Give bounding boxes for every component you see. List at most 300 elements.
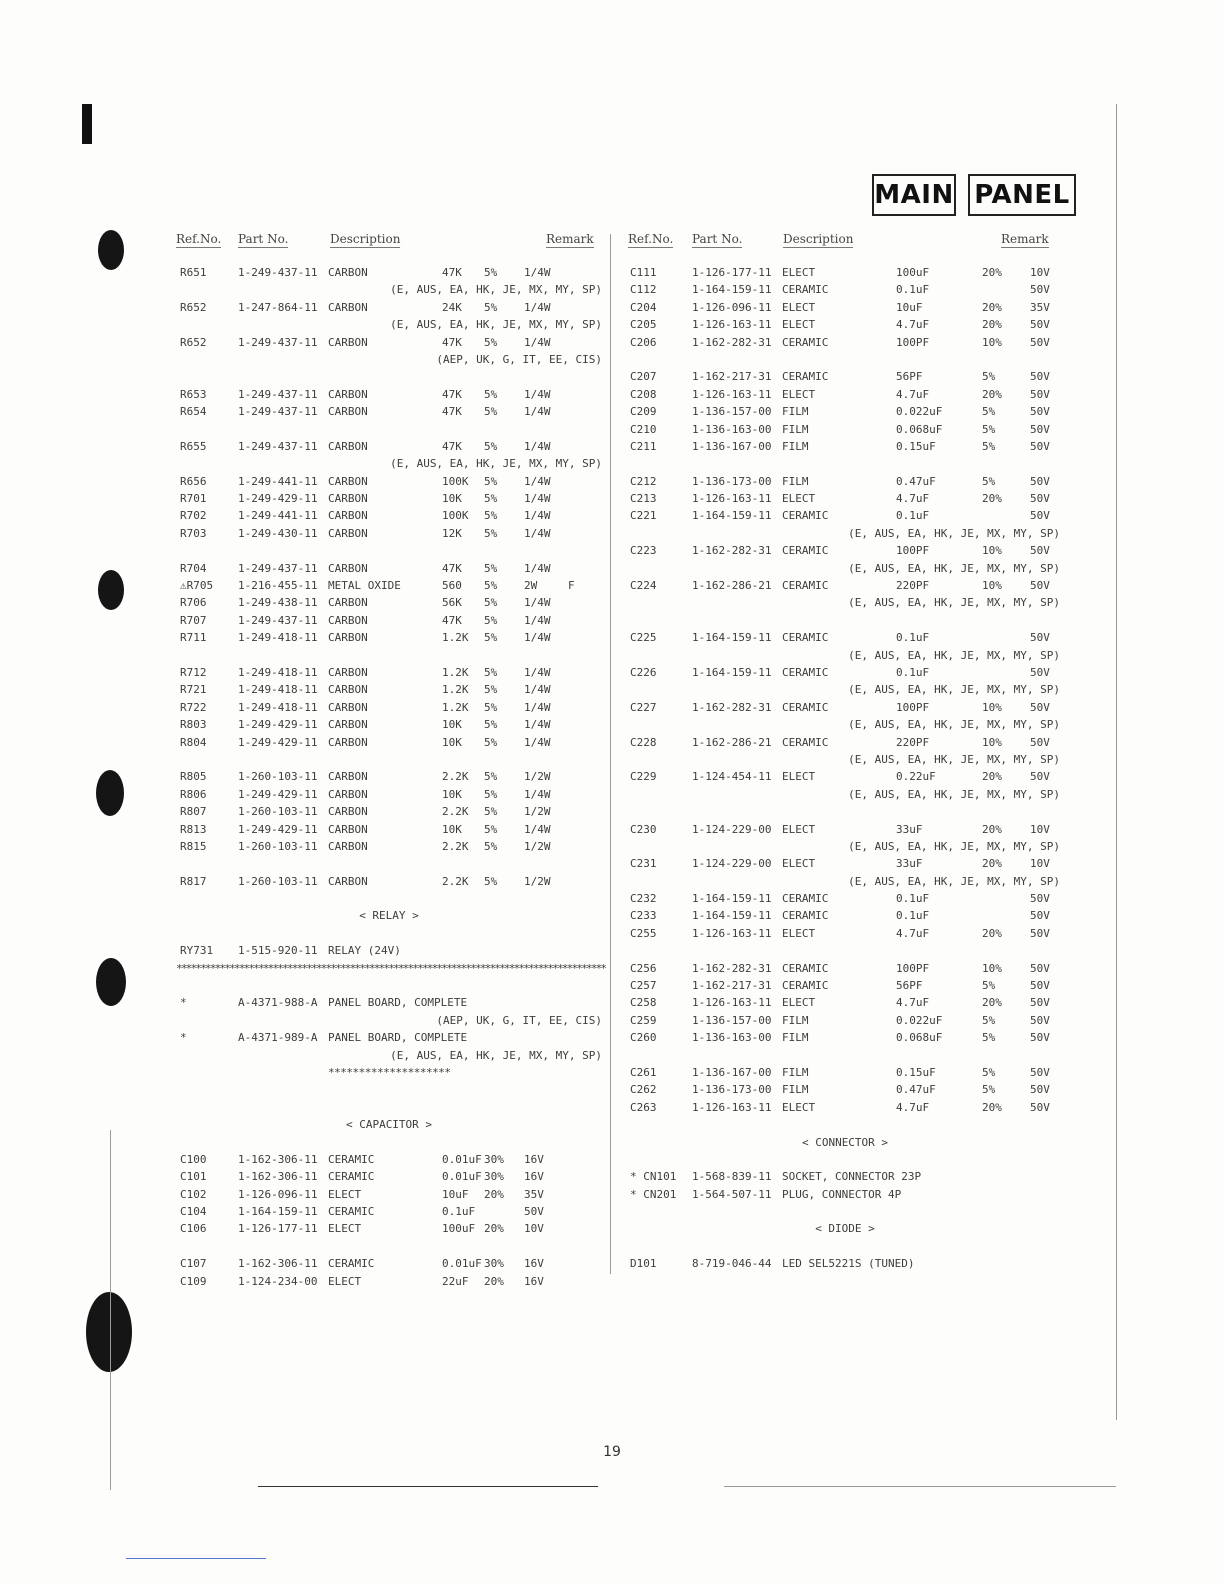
description: CERAMIC [782, 509, 829, 523]
ref-no: C213 [630, 492, 657, 506]
description: FILM [782, 422, 809, 436]
part-no: 1-126-096-11 [692, 300, 772, 314]
description: ELECT [782, 300, 816, 314]
table-row [176, 734, 602, 751]
tolerance: 10% [982, 961, 1002, 975]
description: CARBON [328, 822, 368, 836]
ref-no: C102 [180, 1187, 207, 1201]
ref-no: C224 [630, 579, 657, 593]
star-divider-text: ******************** [328, 1065, 451, 1079]
rating: 1/4W [524, 387, 551, 401]
ref-no: C258 [630, 996, 657, 1010]
spacer [630, 942, 1060, 959]
rating: 1/4W [524, 266, 551, 279]
ref-no: C111 [630, 266, 657, 279]
value: 0.068uF [896, 422, 943, 436]
rating: 50V [1030, 387, 1050, 401]
description: ELECT [328, 1187, 362, 1201]
description: ELECT [782, 926, 816, 940]
tolerance: 10% [982, 700, 1002, 714]
region-note [176, 281, 602, 298]
description: CERAMIC [782, 909, 829, 923]
description: CARBON [328, 492, 368, 506]
value: 0.068uF [896, 1031, 943, 1045]
rating: 50V [1030, 1065, 1050, 1079]
part-no: 1-164-159-11 [692, 509, 772, 523]
tolerance: 20% [484, 1274, 504, 1288]
value: 33uF [896, 857, 923, 871]
value: 2.2K [442, 874, 469, 888]
value: 56PF [896, 370, 923, 384]
rating: 50V [1030, 283, 1050, 297]
rating: 16V [524, 1152, 544, 1166]
ref-no: C228 [630, 735, 657, 749]
rating: 10V [1030, 266, 1050, 279]
spacer [630, 351, 1060, 368]
description: CARBON [328, 700, 368, 714]
description: FILM [782, 1065, 809, 1079]
region-note-text: (E, AUS, EA, HK, JE, MX, MY, SP) [848, 526, 1060, 540]
value: 10K [442, 787, 462, 801]
value: 47K [442, 335, 462, 349]
table-row [176, 594, 602, 611]
description: PANEL BOARD, COMPLETE [328, 1031, 468, 1045]
part-no: 1-126-163-11 [692, 387, 772, 401]
value: 1.2K [442, 683, 469, 697]
description: CARBON [328, 613, 368, 627]
region-note-text: (E, AUS, EA, HK, JE, MX, MY, SP) [848, 596, 1060, 610]
region-note-text: (E, AUS, EA, HK, JE, MX, MY, SP) [390, 283, 602, 297]
ref-no: R712 [180, 665, 207, 679]
ref-no: C257 [630, 979, 657, 993]
ref-no: C208 [630, 387, 657, 401]
value: 220PF [896, 579, 930, 593]
rating: 1/4W [524, 631, 551, 645]
rating: 1/4W [524, 718, 551, 732]
table-row [630, 734, 1060, 751]
region-note [630, 594, 1060, 611]
table-row [176, 803, 602, 820]
tolerance: 10% [982, 544, 1002, 558]
rating: 1/4W [524, 700, 551, 714]
value: 0.22uF [896, 770, 936, 784]
value: 10K [442, 822, 462, 836]
value: 2.2K [442, 839, 469, 853]
part-no: 1-249-438-11 [238, 596, 318, 610]
description: ELECT [782, 770, 816, 784]
tolerance: 5% [484, 613, 498, 627]
ref-no: C211 [630, 439, 657, 453]
description: CERAMIC [782, 335, 829, 349]
description: CARBON [328, 735, 368, 749]
table-row [630, 264, 1060, 281]
spacer [176, 368, 602, 385]
part-no: 1-126-177-11 [692, 266, 772, 279]
table-row [176, 873, 602, 890]
table-row [630, 907, 1060, 924]
part-no: 1-260-103-11 [238, 839, 318, 853]
rating: 50V [1030, 544, 1050, 558]
value: 56PF [896, 979, 923, 993]
description: ELECT [782, 266, 816, 279]
tolerance: 20% [982, 926, 1002, 940]
description: CARBON [328, 683, 368, 697]
ref-no: R652 [180, 300, 207, 314]
table-row [630, 768, 1060, 785]
tolerance: 5% [484, 665, 498, 679]
region-note [176, 351, 602, 368]
rating: 1/4W [524, 492, 551, 506]
ref-no: R652 [180, 335, 207, 349]
part-no: A-4371-989-A [238, 1031, 318, 1045]
rating: 50V [1030, 370, 1050, 384]
table-row [630, 368, 1060, 385]
ref-no: C262 [630, 1083, 657, 1097]
table-row [176, 334, 602, 351]
tolerance: 20% [982, 300, 1002, 314]
table-row [630, 664, 1060, 681]
part-no: 1-249-418-11 [238, 700, 318, 714]
table-row [630, 855, 1060, 872]
spacer [176, 1238, 602, 1255]
description: CERAMIC [782, 283, 829, 297]
ref-no: R806 [180, 787, 207, 801]
ref-no: R813 [180, 822, 207, 836]
part-no: 1-249-437-11 [238, 266, 318, 279]
tolerance: 10% [982, 579, 1002, 593]
rating: 35V [524, 1187, 544, 1201]
description: FILM [782, 1031, 809, 1045]
rating: 50V [1030, 405, 1050, 419]
table-row [176, 716, 602, 733]
rating: 50V [1030, 492, 1050, 506]
value: 100K [442, 509, 469, 523]
part-no: 1-249-418-11 [238, 631, 318, 645]
part-no: 1-136-167-00 [692, 1065, 772, 1079]
table-row [176, 699, 602, 716]
part-no: 1-249-418-11 [238, 683, 318, 697]
header-ref: Ref.No. [628, 232, 674, 246]
tolerance: 5% [484, 874, 498, 888]
region-note [630, 560, 1060, 577]
value: 2.2K [442, 770, 469, 784]
table-row [176, 1273, 602, 1290]
table-row [630, 890, 1060, 907]
description: CARBON [328, 631, 368, 645]
rating: 10V [1030, 822, 1050, 836]
section-heading-text: < DIODE > [815, 1222, 875, 1236]
part-no: 1-162-306-11 [238, 1257, 318, 1271]
star-divider [176, 1064, 602, 1081]
description: FILM [782, 439, 809, 453]
tolerance: 20% [982, 996, 1002, 1010]
rating: 50V [1030, 579, 1050, 593]
ref-no: R804 [180, 735, 207, 749]
description: CARBON [328, 787, 368, 801]
ref-no: R805 [180, 770, 207, 784]
rating: 50V [1030, 439, 1050, 453]
value: 4.7uF [896, 996, 930, 1010]
description: CARBON [328, 300, 368, 314]
part-no: 1-162-306-11 [238, 1170, 318, 1184]
ref-no: C260 [630, 1031, 657, 1045]
table-row [176, 612, 602, 629]
table-row [630, 421, 1060, 438]
tolerance: 5% [982, 1013, 996, 1027]
part-no: 1-124-229-00 [692, 857, 772, 871]
binding-hole-4 [96, 958, 126, 1006]
description: CERAMIC [328, 1152, 375, 1166]
value: 2.2K [442, 805, 469, 819]
header-ref: Ref.No. [176, 232, 222, 246]
value: 47K [442, 405, 462, 419]
ref-no: R653 [180, 387, 207, 401]
region-note [176, 1047, 602, 1064]
description: CARBON [328, 387, 368, 401]
ref-no: C106 [180, 1222, 207, 1236]
description: CERAMIC [328, 1205, 375, 1219]
region-note [630, 681, 1060, 698]
part-no: 1-164-159-11 [238, 1205, 318, 1219]
region-note-text: (E, AUS, EA, HK, JE, MX, MY, SP) [390, 318, 602, 332]
tolerance: 5% [484, 822, 498, 836]
spacer [176, 542, 602, 559]
part-no: A-4371-988-A [238, 996, 318, 1010]
value: 10K [442, 492, 462, 506]
description: ELECT [782, 492, 816, 506]
ref-no: C259 [630, 1013, 657, 1027]
ref-no: R701 [180, 492, 207, 506]
description: CERAMIC [782, 700, 829, 714]
region-note [176, 455, 602, 472]
description: CERAMIC [782, 544, 829, 558]
tolerance: 5% [982, 405, 996, 419]
value: 0.1uF [896, 509, 930, 523]
rating: 1/2W [524, 839, 551, 853]
rating: 35V [1030, 300, 1050, 314]
spacer [176, 1081, 602, 1098]
value: 56K [442, 596, 462, 610]
table-row [176, 786, 602, 803]
spacer [630, 1238, 1060, 1255]
value: 47K [442, 439, 462, 453]
ref-no: C223 [630, 544, 657, 558]
table-row [176, 1255, 602, 1272]
left-column-header [176, 232, 596, 252]
table-row [176, 1151, 602, 1168]
description: CARBON [328, 805, 368, 819]
ref-no: R655 [180, 439, 207, 453]
description: CERAMIC [782, 735, 829, 749]
table-row [630, 299, 1060, 316]
region-note [630, 647, 1060, 664]
header-remark: Remark [1001, 232, 1049, 246]
value: 220PF [896, 735, 930, 749]
section-heading-text: < CONNECTOR > [801, 1135, 889, 1149]
spacer [630, 455, 1060, 472]
table-row [176, 629, 602, 646]
flag: F [568, 579, 575, 593]
rating: 50V [1030, 665, 1050, 679]
rating: 1/4W [524, 439, 551, 453]
header-desc: Description [783, 232, 854, 246]
part-no: 1-136-157-00 [692, 1013, 772, 1027]
tolerance: 5% [484, 405, 498, 419]
rating: 1/2W [524, 770, 551, 784]
page-edge-bottom-2 [724, 1486, 1116, 1487]
rating: 2W [524, 579, 538, 593]
rating: 1/4W [524, 683, 551, 697]
value: 4.7uF [896, 387, 930, 401]
spacer [630, 1151, 1060, 1168]
value: 4.7uF [896, 926, 930, 940]
region-note [176, 1012, 602, 1029]
region-note [630, 838, 1060, 855]
rating: 16V [524, 1274, 544, 1288]
table-row [630, 1012, 1060, 1029]
ref-no: C209 [630, 405, 657, 419]
tolerance: 5% [982, 979, 996, 993]
description: RELAY (24V) [328, 944, 401, 958]
section-heading-text: < RELAY > [359, 909, 419, 923]
tolerance: 5% [484, 787, 498, 801]
rating: 50V [1030, 1100, 1050, 1114]
table-row [630, 403, 1060, 420]
value: 22uF [442, 1274, 469, 1288]
tolerance: 20% [982, 770, 1002, 784]
value: 33uF [896, 822, 923, 836]
value: 0.1uF [442, 1205, 476, 1219]
rating: 1/4W [524, 787, 551, 801]
table-row [176, 386, 602, 403]
ref-no: C231 [630, 857, 657, 871]
value: 100PF [896, 700, 930, 714]
part-no: 1-162-282-31 [692, 544, 772, 558]
spacer [176, 855, 602, 872]
description: ELECT [782, 822, 816, 836]
region-note-text: (E, AUS, EA, HK, JE, MX, MY, SP) [848, 874, 1060, 888]
table-row [630, 1186, 1060, 1203]
tolerance: 5% [484, 839, 498, 853]
part-no: 1-260-103-11 [238, 874, 318, 888]
region-note-text: (AEP, UK, G, IT, EE, CIS) [436, 1013, 602, 1027]
region-note-text: (E, AUS, EA, HK, JE, MX, MY, SP) [848, 718, 1060, 732]
tolerance: 5% [484, 805, 498, 819]
part-no: 1-260-103-11 [238, 805, 318, 819]
part-no: 1-260-103-11 [238, 770, 318, 784]
header-remark: Remark [546, 232, 594, 246]
table-row [176, 264, 602, 281]
description: CERAMIC [328, 1170, 375, 1184]
spacer [176, 421, 602, 438]
description: CARBON [328, 839, 368, 853]
tolerance: 30% [484, 1170, 504, 1184]
rating: 50V [1030, 1013, 1050, 1027]
table-row [176, 438, 602, 455]
spacer [630, 1047, 1060, 1064]
table-row [630, 925, 1060, 942]
table-row [176, 1203, 602, 1220]
spacer [176, 647, 602, 664]
table-row [176, 942, 602, 959]
table-row [630, 1255, 1060, 1272]
part-no: 1-136-157-00 [692, 405, 772, 419]
value: 4.7uF [896, 492, 930, 506]
tolerance: 5% [484, 579, 498, 593]
section-heading [630, 1220, 1060, 1237]
rating: 1/4W [524, 405, 551, 419]
rating: 10V [1030, 857, 1050, 871]
value: 10K [442, 735, 462, 749]
page-edge-right [1116, 104, 1117, 1420]
ref-no: C204 [630, 300, 657, 314]
part-no: 1-136-173-00 [692, 1083, 772, 1097]
tolerance: 5% [484, 509, 498, 523]
rating: 1/4W [524, 735, 551, 749]
ref-no: R704 [180, 561, 207, 575]
table-row [630, 507, 1060, 524]
page-number: 19 [603, 1444, 621, 1460]
part-no: 1-162-217-31 [692, 979, 772, 993]
value: 100PF [896, 544, 930, 558]
table-row [630, 629, 1060, 646]
value: 1.2K [442, 631, 469, 645]
rating: 50V [1030, 509, 1050, 523]
ref-no: R651 [180, 266, 207, 279]
part-no: 1-249-437-11 [238, 405, 318, 419]
table-row [630, 1081, 1060, 1098]
part-no: 1-249-430-11 [238, 526, 318, 540]
value: 0.1uF [896, 892, 930, 906]
value: 10uF [442, 1187, 469, 1201]
tolerance: 5% [484, 631, 498, 645]
ref-no: C225 [630, 631, 657, 645]
part-no: 1-249-437-11 [238, 387, 318, 401]
ref-no: R654 [180, 405, 207, 419]
value: 0.01uF [442, 1152, 482, 1166]
description: CARBON [328, 335, 368, 349]
tolerance: 5% [484, 526, 498, 540]
spacer [630, 803, 1060, 820]
value: 0.15uF [896, 1065, 936, 1079]
ref-no: C104 [180, 1205, 207, 1219]
table-row [630, 438, 1060, 455]
spacer [176, 890, 602, 907]
description: CERAMIC [782, 370, 829, 384]
part-no: 1-249-429-11 [238, 735, 318, 749]
table-row [630, 821, 1060, 838]
description: CARBON [328, 718, 368, 732]
value: 560 [442, 579, 462, 593]
tolerance: 5% [484, 735, 498, 749]
spacer [630, 612, 1060, 629]
rating: 1/2W [524, 805, 551, 819]
ref-no: R807 [180, 805, 207, 819]
value: 0.01uF [442, 1257, 482, 1271]
ref-no: C112 [630, 283, 657, 297]
table-row [176, 821, 602, 838]
description: CARBON [328, 770, 368, 784]
ref-no: C255 [630, 926, 657, 940]
spacer [630, 1203, 1060, 1220]
table-row [630, 490, 1060, 507]
part-no: 1-162-282-31 [692, 700, 772, 714]
part-no: 1-126-163-11 [692, 926, 772, 940]
part-no: 1-136-173-00 [692, 474, 772, 488]
tolerance: 5% [982, 370, 996, 384]
rating: 16V [524, 1257, 544, 1271]
part-no: 1-164-159-11 [692, 892, 772, 906]
